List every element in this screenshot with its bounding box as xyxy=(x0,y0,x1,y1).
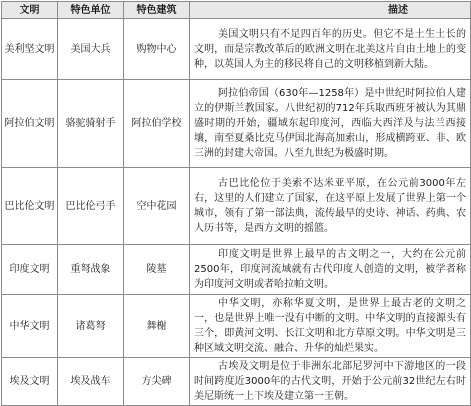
unit-cell: 骆驼骑射手 xyxy=(58,80,124,168)
civilization-cell: 巴比伦文明 xyxy=(2,168,58,245)
table-row xyxy=(2,80,471,168)
table-row xyxy=(2,245,471,295)
civilization-table xyxy=(1,1,471,406)
civilization-cell: 中华文明 xyxy=(2,295,58,358)
building-cell: 阿拉伯学校 xyxy=(124,80,190,168)
unit-cell: 美国大兵 xyxy=(58,19,124,80)
header-unit: 特色单位 xyxy=(58,2,124,19)
civilization-cell: 美利坚文明 xyxy=(2,19,58,80)
description-cell: 古埃及文明是位于非洲东北部尼罗河中下游地区的一段时间跨度近3000年的古代文明，开始于公元前32世纪左右时美尼斯统一上下埃及建立第一王朝。 xyxy=(190,358,471,406)
building-cell: 陵墓 xyxy=(124,245,190,295)
unit-cell: 埃及战车 xyxy=(58,358,124,406)
civilization-cell: 埃及文明 xyxy=(2,358,58,406)
header-building: 特色建筑 xyxy=(124,2,190,19)
table-row xyxy=(2,358,471,406)
table-row xyxy=(2,168,471,245)
unit-cell: 重弩战象 xyxy=(58,245,124,295)
building-cell: 空中花园 xyxy=(124,168,190,245)
table-row xyxy=(2,19,471,80)
description-cell: 阿拉伯帝国（630年—1258年）是中世纪时阿拉伯人建立的伊斯兰教国家。八世纪初的712年兵取西班牙被认为其鼎盛时期的开始，疆域东起印度河，西临大西洋及与法兰西接壤，南至夏桑比克马伊国北海高加索山，形成横跨亚、非、欧三洲的封建大帝国。八至九世纪为极盛时期。 xyxy=(190,80,471,168)
description-cell: 古巴比伦位于美索不达米亚平原，在公元前3000年左右，这里的人们建立了国家，在这平原上发展了世界上第一个城市，领有了第一部法典，流传最早的史诗、神话、药典、农人历书等，是西方文明的摇篮。 xyxy=(190,168,471,245)
unit-cell: 巴比伦弓手 xyxy=(58,168,124,245)
header-civilization: 文明 xyxy=(2,2,58,19)
building-cell: 舞榭 xyxy=(124,295,190,358)
description-cell: 美国文明只有不足四百年的历史。但它不是土生土长的文明，而是宗教改革后的欧洲文明在北美这片自由土地上的变种，以英国人为主的移民将自己的文明移植到新大陆。 xyxy=(190,19,471,80)
unit-cell: 诸葛弩 xyxy=(58,295,124,358)
civilization-cell: 阿拉伯文明 xyxy=(2,80,58,168)
table-row xyxy=(2,295,471,358)
building-cell: 购物中心 xyxy=(124,19,190,80)
civilization-cell: 印度文明 xyxy=(2,245,58,295)
building-cell: 方尖碑 xyxy=(124,358,190,406)
header-description: 描述 xyxy=(190,2,471,19)
table-header-row xyxy=(2,2,471,19)
description-cell: 印度文明是世界上最早的古文明之一，大约在公元前2500年，印度河流域就有古代印度人创造的文明，被学者称为印度河文明或者哈拉帕文明。 xyxy=(190,245,471,295)
description-cell: 中华文明，亦称华夏文明，是世界上最古老的文明之一，也是世界上唯一没有中断的文明。中华文明的直接源头有三个，即黄河文明、长江文明和北方草原文明。中华文明是三种区域文明交流、融合、升华的灿烂果实。 xyxy=(190,295,471,358)
